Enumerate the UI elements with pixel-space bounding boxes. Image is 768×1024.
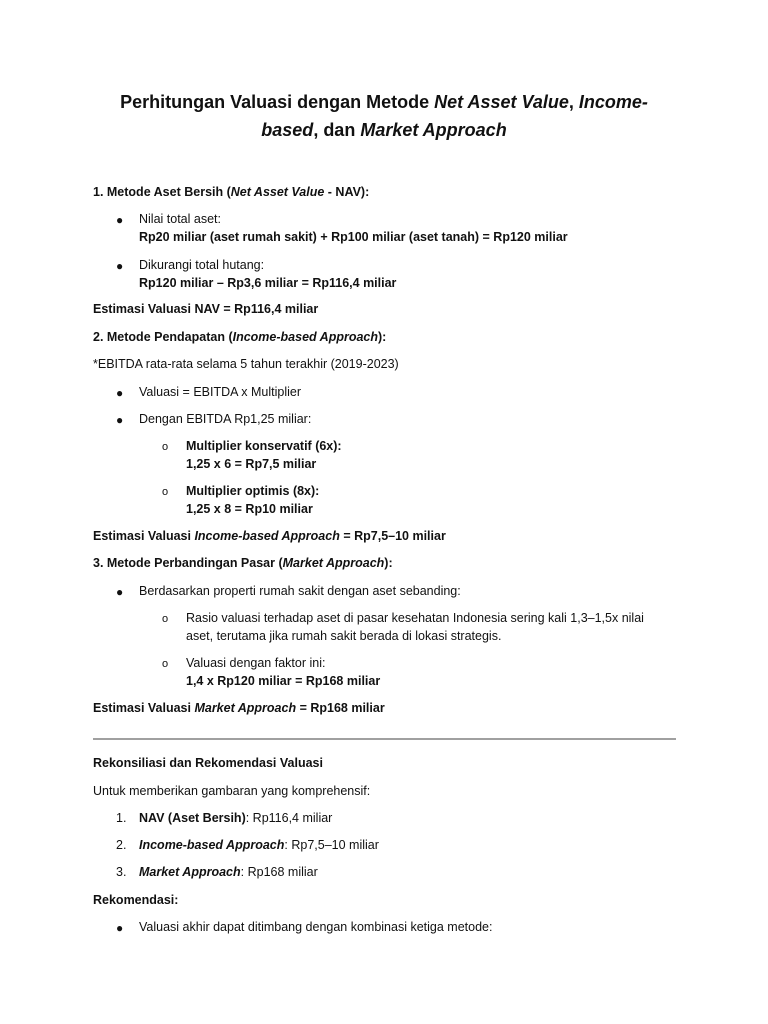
circle-bullet-icon: o bbox=[162, 441, 169, 453]
section-2-note: *EBITDA rata-rata selama 5 tahun terakhir (2019-2023) bbox=[93, 357, 399, 371]
list-number: 1. bbox=[116, 811, 127, 825]
section-3-estimate: Estimasi Valuasi Market Approach = Rp168 miliar bbox=[93, 701, 385, 715]
bullet-icon: ● bbox=[116, 921, 124, 935]
circle-bullet-icon: o bbox=[162, 486, 169, 498]
bullet-icon: ● bbox=[116, 386, 124, 400]
bullet-icon: ● bbox=[116, 213, 124, 227]
sub-list-item: Rasio valuasi terhadap aset di pasar kesehatan Indonesia sering kali 1,3–1,5x nilai aset, terutama jika rumah sakit berada di lokasi strategis. bbox=[186, 611, 644, 643]
list-item: Market Approach: Rp168 miliar bbox=[139, 865, 318, 879]
sub-list-item: Multiplier optimis (8x): 1,25 x 8 = Rp10 miliar bbox=[186, 484, 320, 516]
recon-intro: Untuk memberikan gambaran yang komprehensif: bbox=[93, 784, 371, 798]
section-1-heading: 1. Metode Aset Bersih (Net Asset Value - NAV): bbox=[93, 185, 370, 199]
list-item: Income-based Approach: Rp7,5–10 miliar bbox=[139, 838, 379, 852]
recommendation-heading: Rekomendasi: bbox=[93, 893, 179, 907]
list-item: Valuasi = EBITDA x Multiplier bbox=[139, 385, 301, 399]
sub-list-item: Valuasi dengan faktor ini: 1,4 x Rp120 miliar = Rp168 miliar bbox=[186, 656, 381, 688]
list-item: Nilai total aset: Rp20 miliar (aset rumah sakit) + Rp100 miliar (aset tanah) = Rp120 miliar bbox=[139, 212, 568, 244]
list-item: Berdasarkan properti rumah sakit dengan aset sebanding: bbox=[139, 584, 461, 598]
list-item: Valuasi akhir dapat ditimbang dengan kombinasi ketiga metode: bbox=[139, 920, 493, 934]
section-2-estimate: Estimasi Valuasi Income-based Approach = Rp7,5–10 miliar bbox=[93, 529, 446, 543]
list-number: 2. bbox=[116, 838, 127, 852]
bullet-icon: ● bbox=[116, 585, 124, 599]
bullet-icon: ● bbox=[116, 413, 124, 427]
horizontal-divider bbox=[93, 738, 676, 740]
section-2-heading: 2. Metode Pendapatan (Income-based Approach): bbox=[93, 330, 387, 344]
sub-list-item: Multiplier konservatif (6x): 1,25 x 6 = Rp7,5 miliar bbox=[186, 439, 342, 471]
section-3-heading: 3. Metode Perbandingan Pasar (Market Approach): bbox=[93, 556, 393, 570]
circle-bullet-icon: o bbox=[162, 613, 169, 625]
recon-heading: Rekonsiliasi dan Rekomendasi Valuasi bbox=[93, 756, 323, 770]
circle-bullet-icon: o bbox=[162, 658, 169, 670]
list-item: Dengan EBITDA Rp1,25 miliar: bbox=[139, 412, 312, 426]
bullet-icon: ● bbox=[116, 259, 124, 273]
section-1-estimate: Estimasi Valuasi NAV = Rp116,4 miliar bbox=[93, 302, 319, 316]
page-title: Perhitungan Valuasi dengan Metode Net Asset Value, Income- based, dan Market Approach bbox=[120, 92, 648, 140]
list-item: Dikurangi total hutang: Rp120 miliar – Rp3,6 miliar = Rp116,4 miliar bbox=[139, 258, 397, 290]
list-number: 3. bbox=[116, 865, 127, 879]
list-item: NAV (Aset Bersih): Rp116,4 miliar bbox=[139, 811, 333, 825]
